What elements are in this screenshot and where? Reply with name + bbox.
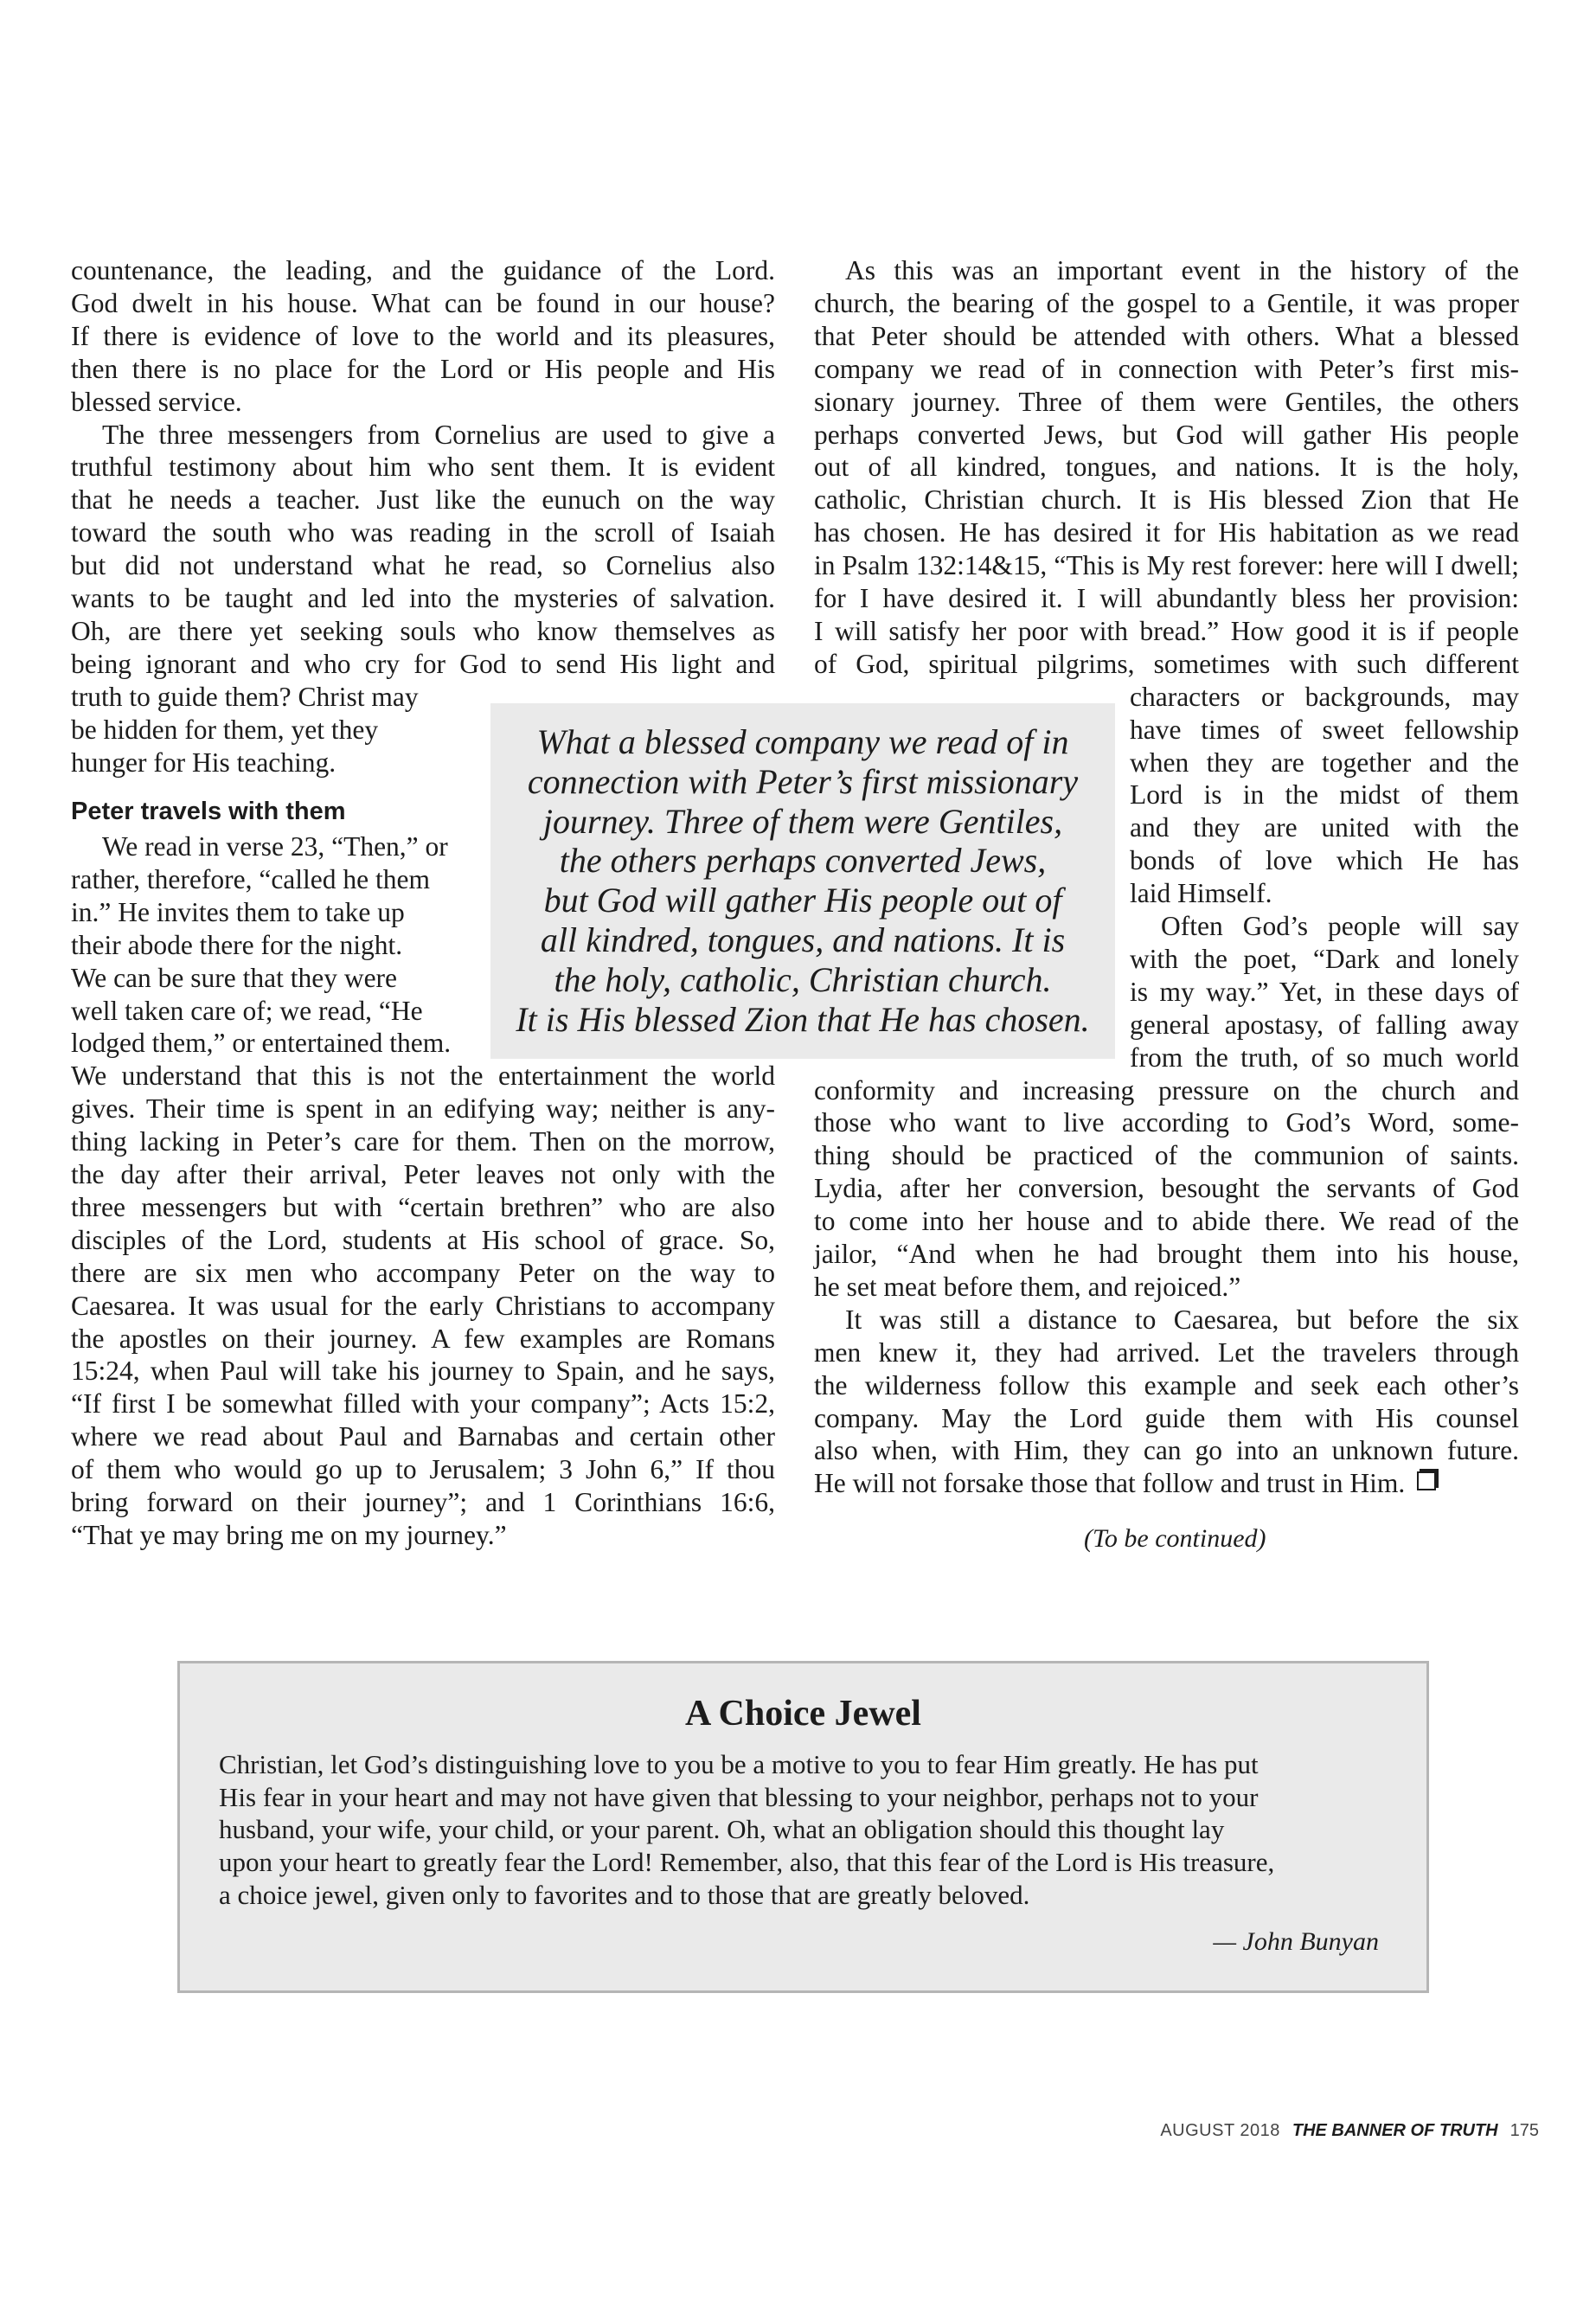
left-body-line: then there is no place for the Lord or His people and His xyxy=(71,353,775,384)
left-body-line: 15:24, when Paul will take his journey to Spain, and he says, xyxy=(71,1356,775,1387)
left-body-line: well taken care of; we read, “He xyxy=(71,995,423,1026)
left-body-line: wants to be taught and led into the mysteries of salvation. xyxy=(71,583,775,613)
left-body-line: their abode there for the night. xyxy=(71,929,403,960)
left-body-line: there are six men who accompany Peter on the way to xyxy=(71,1257,775,1288)
left-body-line: toward the south who was reading in the scroll of Isaiah xyxy=(71,517,775,548)
left-body-line: thing lacking in Peter’s care for them. Then on the morrow, xyxy=(71,1126,775,1157)
right-body-line: church, the bearing of the gospel to a Gentile, it was proper xyxy=(814,287,1519,318)
right-body-line: jailor, “And when he had brought them into his house, xyxy=(814,1239,1519,1269)
pull-quote-line: the others perhaps converted Jews, xyxy=(559,841,1047,881)
right-body-line: and they are united with the xyxy=(1130,812,1519,843)
left-body-line: truthful testimony about him who sent them. It is evident xyxy=(71,452,775,483)
right-body-line: with the poet, “Dark and lonely xyxy=(1130,943,1519,974)
left-body-line: The three messengers from Cornelius are used to give a xyxy=(102,419,775,450)
right-body-line: in Psalm 132:14&15, “This is My rest forever: here will I dwell; xyxy=(814,550,1519,581)
left-body-line: God dwelt in his house. What can be found in our house? xyxy=(71,287,775,318)
left-body-line: blessed service. xyxy=(71,386,242,417)
left-body-line: be hidden for them, yet they xyxy=(71,714,379,745)
right-body-line: sionary journey. Three of them were Gentiles, the others xyxy=(814,386,1519,417)
page-footer xyxy=(1160,2121,1539,2141)
right-body-line: of God, spiritual pilgrims, sometimes with such different xyxy=(814,648,1519,679)
left-body-line: in.” He invites them to take up xyxy=(71,896,405,927)
right-body-line: has chosen. He has desired it for His habitation as we read xyxy=(814,517,1519,548)
right-body-line: He will not forsake those that follow and trust in Him. xyxy=(814,1467,1436,1500)
left-body-line: being ignorant and who cry for God to send His light and xyxy=(71,648,775,679)
right-body-line: general apostasy, of falling away xyxy=(1130,1009,1519,1040)
page-number: 175 xyxy=(1509,2121,1539,2140)
right-body-line: for I have desired it. I will abundantly bless her provision: xyxy=(814,583,1519,613)
box-text-line: His fear in your heart and may not have given that blessing to your neighbor, perhaps not to your xyxy=(219,1781,1259,1812)
right-body-line: Lydia, after her conversion, besought the servants of God xyxy=(814,1173,1519,1204)
left-body-line: We understand that this is not the entertainment the world xyxy=(71,1061,775,1092)
left-body-line: hunger for His teaching. xyxy=(71,747,337,778)
box-text-line: upon your heart to greatly fear the Lord! Remember, also, that this fear of the Lord is His treasure, xyxy=(219,1847,1275,1878)
pull-quote-line: but God will gather His people out of xyxy=(543,881,1062,920)
pull-quote-line: It is His blessed Zion that He has chosen. xyxy=(516,999,1090,1039)
right-body-line: As this was an important event in the history of the xyxy=(845,255,1519,285)
left-body-line: bring forward on their journey”; and 1 Corinthians 16:6, xyxy=(71,1487,775,1517)
footer-date: AUGUST 2018 xyxy=(1160,2121,1280,2140)
right-body-line: perhaps converted Jews, but God will gather His people xyxy=(814,419,1519,450)
right-body-line: company. May the Lord guide them with His counsel xyxy=(814,1402,1519,1433)
right-body-line: is my way.” Yet, in these days of xyxy=(1130,976,1519,1007)
left-body-line: rather, therefore, “called he them xyxy=(71,863,430,894)
left-body-line: gives. Their time is spent in an edifying way; neither is any- xyxy=(71,1093,775,1125)
box-text-line: Christian, let God’s distinguishing love to you be a motive to you to fear Him greatly. He has put xyxy=(219,1749,1259,1779)
pull-quote-line: connection with Peter’s first missionary xyxy=(527,761,1079,801)
left-body-line: We read in verse 23, “Then,” or xyxy=(102,831,448,862)
left-body-line: the apostles on their journey. A few examples are Romans xyxy=(71,1323,775,1354)
right-body-line: laid Himself. xyxy=(1130,878,1272,909)
right-body-line: I will satisfy her poor with bread.” How good it is if people xyxy=(814,615,1519,646)
left-body-line: lodged them,” or entertained them. xyxy=(71,1028,452,1059)
right-body-line: have times of sweet fellowship xyxy=(1130,714,1519,745)
right-body-line: men knew it, they had arrived. Let the travelers through xyxy=(814,1336,1519,1368)
pull-quote xyxy=(490,703,1115,1059)
right-body-line: to come into her house and to abide there. We read of the xyxy=(814,1206,1519,1237)
box-text-line: husband, your wife, your child, or your parent. Oh, what an obligation should this thought lay xyxy=(219,1814,1225,1845)
right-body-line: that Peter should be attended with others. What a blessed xyxy=(814,320,1519,351)
left-body-line: where we read about Paul and Barnabas and certain other xyxy=(71,1421,775,1452)
right-body-line: catholic, Christian church. It is His blessed Zion that He xyxy=(814,484,1519,516)
box-title: A Choice Jewel xyxy=(685,1694,921,1734)
right-body-line: Lord is in the midst of them xyxy=(1130,779,1519,811)
box-attribution: — John Bunyan xyxy=(1213,1927,1379,1956)
right-body-line: those who want to live according to God’s Word, some- xyxy=(814,1107,1519,1138)
right-body-line: conformity and increasing pressure on the church and xyxy=(814,1074,1519,1106)
left-body-line: Caesarea. It was usual for the early Christians to accompany xyxy=(71,1290,775,1321)
box-text-line: a choice jewel, given only to favorites and to those that are greatly beloved. xyxy=(219,1879,1030,1910)
section-heading: Peter travels with them xyxy=(71,798,346,825)
left-body-line: We can be sure that they were xyxy=(71,962,398,993)
to-be-continued: (To be continued) xyxy=(1084,1524,1266,1553)
left-body-line: “That ye may bring me on my journey.” xyxy=(71,1519,507,1550)
end-of-article-icon xyxy=(1417,1471,1436,1490)
left-body-line: Oh, are there yet seeking souls who know themselves as xyxy=(71,615,775,646)
right-body-line: bonds of love which He has xyxy=(1130,845,1519,876)
pull-quote-line: the holy, catholic, Christian church. xyxy=(554,959,1052,999)
left-body-line: of them who would go up to Jerusalem; 3 John 6,” If thou xyxy=(71,1454,775,1485)
right-body-line: out of all kindred, tongues, and nations. It is the holy, xyxy=(814,452,1519,483)
right-body-line: the wilderness follow this example and seek each other’s xyxy=(814,1369,1519,1400)
right-body-line: thing should be practiced of the communion of saints. xyxy=(814,1140,1519,1171)
left-body-line: three messengers but with “certain brethren” who are also xyxy=(71,1191,775,1222)
right-body-line: Often God’s people will say xyxy=(1161,911,1519,941)
left-body-line: that he needs a teacher. Just like the eunuch on the way xyxy=(71,484,775,516)
right-body-line: It was still a distance to Caesarea, but before the six xyxy=(845,1304,1519,1335)
left-body-line: If there is evidence of love to the world and its pleasures, xyxy=(71,320,775,351)
right-body-line: from the truth, of so much world xyxy=(1130,1042,1519,1073)
pull-quote-line: journey. Three of them were Gentiles, xyxy=(542,801,1063,841)
left-body-line: “If first I be somewhat filled with your company”; Acts 15:2, xyxy=(71,1388,775,1420)
choice-jewel-box xyxy=(177,1661,1429,1993)
left-body-line: truth to guide them? Christ may xyxy=(71,681,419,712)
right-body-line: also when, with Him, they can go into an unknown future. xyxy=(814,1435,1519,1466)
pull-quote-line: What a blessed company we read of in xyxy=(536,722,1069,761)
right-body-line: characters or backgrounds, may xyxy=(1130,681,1519,712)
right-body-line: when they are together and the xyxy=(1130,747,1519,778)
left-body-line: countenance, the leading, and the guidance of the Lord. xyxy=(71,255,775,285)
right-body-line: he set meat before them, and rejoiced.” xyxy=(814,1271,1241,1302)
left-body-line: but did not understand what he read, so Cornelius also xyxy=(71,550,775,581)
pull-quote-line: all kindred, tongues, and nations. It is xyxy=(540,920,1066,959)
left-body-line: disciples of the Lord, students at His school of grace. So, xyxy=(71,1224,775,1255)
footer-magazine-title: THE BANNER OF TRUTH xyxy=(1292,2121,1498,2140)
right-body-line: company we read of in connection with Peter’s first mis- xyxy=(814,353,1519,384)
left-body-line: the day after their arrival, Peter leaves not only with the xyxy=(71,1159,775,1189)
